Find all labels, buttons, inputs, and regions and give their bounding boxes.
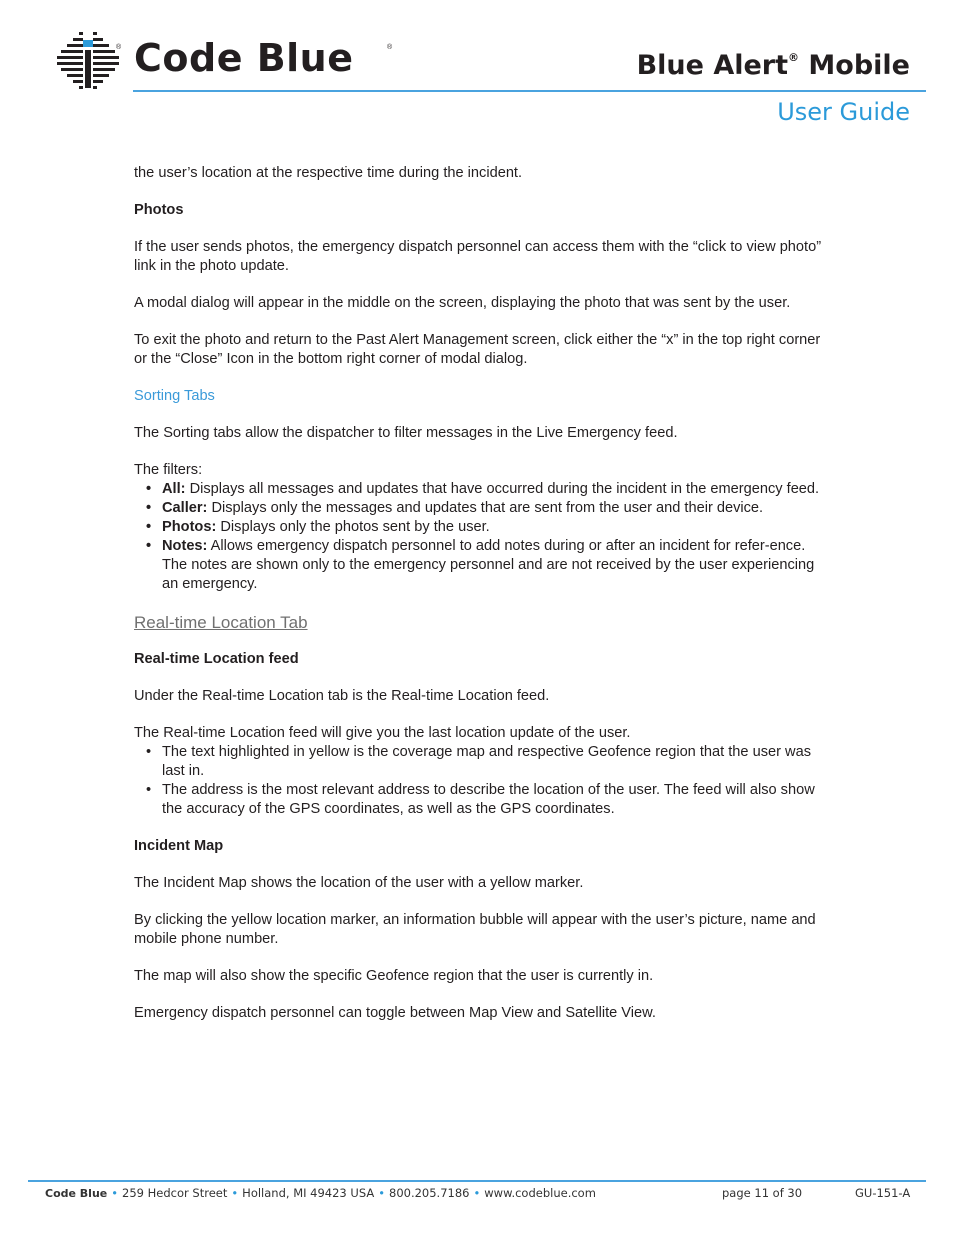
list-item: • Caller: Displays only the messages and updates that are sent from the user and their device. — [134, 499, 834, 518]
photos-heading: Photos — [134, 202, 184, 218]
list-item: • All: Displays all messages and updates that have occurred during the incident in the emergency feed. — [134, 480, 834, 499]
footer-brand: Code Blue — [45, 1187, 108, 1200]
map-paragraph-1: The Incident Map shows the location of the user with a yellow marker. — [134, 875, 584, 891]
realtime-location-section-heading: Real-time Location Tab — [134, 613, 308, 632]
realtime-feed-heading: Real-time Location feed — [134, 651, 299, 667]
photos-paragraph-3: To exit the photo and return to the Past Alert Management screen, click either the “x” in the top right corner or the “Close” Icon in the bottom right corner of modal dialog. — [134, 332, 821, 367]
separator-dot: • — [111, 1186, 119, 1200]
separator-dot: • — [473, 1186, 481, 1200]
realtime-paragraph-1: Under the Real-time Location tab is the Real-time Location feed. — [134, 688, 550, 704]
footer-contact — [45, 1186, 596, 1200]
document-code: GU-151-A — [855, 1186, 911, 1200]
logo-wordmark: Code Blue — [134, 36, 354, 80]
map-paragraph-4: Emergency dispatch personnel can toggle between Map View and Satellite View. — [134, 1005, 656, 1021]
header-divider — [133, 90, 926, 92]
photos-paragraph-1: If the user sends photos, the emergency dispatch personnel can access them with the “click to view photo” link in the photo update. — [134, 239, 822, 274]
sorting-paragraph: The Sorting tabs allow the dispatcher to filter messages in the Live Emergency feed. — [134, 425, 678, 441]
filters-intro: The filters: — [134, 462, 203, 478]
incident-map-heading: Incident Map — [134, 838, 224, 854]
map-paragraph-2: By clicking the yellow location marker, an information bubble will appear with the user’s picture, name and mobile phone number. — [134, 912, 816, 947]
map-paragraph-3: The map will also show the specific Geofence region that the user is currently in. — [134, 968, 654, 984]
list-item: • Photos: Displays only the photos sent by the user. — [134, 518, 834, 537]
list-item: • The address is the most relevant address to describe the location of the user. The feed will also show the accuracy of the GPS coordinates, as well as the GPS coordinates. — [134, 781, 834, 819]
sorting-tabs-heading: Sorting Tabs — [134, 388, 215, 404]
document-body — [134, 164, 834, 1041]
list-item: • Notes: Allows emergency dispatch personnel to add notes during or after an incident for refer-ence. The notes are shown only to the emergency personnel and are not received by the user experiencing an emergency. — [134, 537, 834, 594]
footer-divider — [28, 1180, 926, 1182]
code-blue-logo-icon — [55, 28, 121, 96]
photos-paragraph-2: A modal dialog will appear in the middle on the screen, displaying the photo that was sent by the user. — [134, 295, 791, 311]
footer-website: www.codeblue.com — [484, 1186, 596, 1200]
footer-address: 259 Hedcor Street — [122, 1186, 228, 1200]
intro-paragraph: the user’s location at the respective time during the incident. — [134, 165, 523, 181]
product-title: Blue Alert® Mobile — [636, 50, 910, 81]
realtime-paragraph-2: The Real-time Location feed will give you the last location update of the user. — [134, 725, 631, 741]
logo-registered: ® — [387, 44, 393, 51]
document-type: User Guide — [777, 98, 910, 126]
logo-mark-registered: ® — [116, 44, 122, 51]
page-number: page 11 of 30 — [722, 1186, 803, 1200]
footer-city: Holland, MI 49423 USA — [242, 1186, 375, 1200]
separator-dot: • — [231, 1186, 239, 1200]
separator-dot: • — [378, 1186, 385, 1200]
footer-phone: 800.205.7186 — [389, 1186, 470, 1200]
filters-list — [134, 480, 834, 594]
realtime-bullet-list — [134, 743, 834, 819]
list-item: • The text highlighted in yellow is the coverage map and respective Geofence region that the user was last in. — [134, 743, 834, 781]
